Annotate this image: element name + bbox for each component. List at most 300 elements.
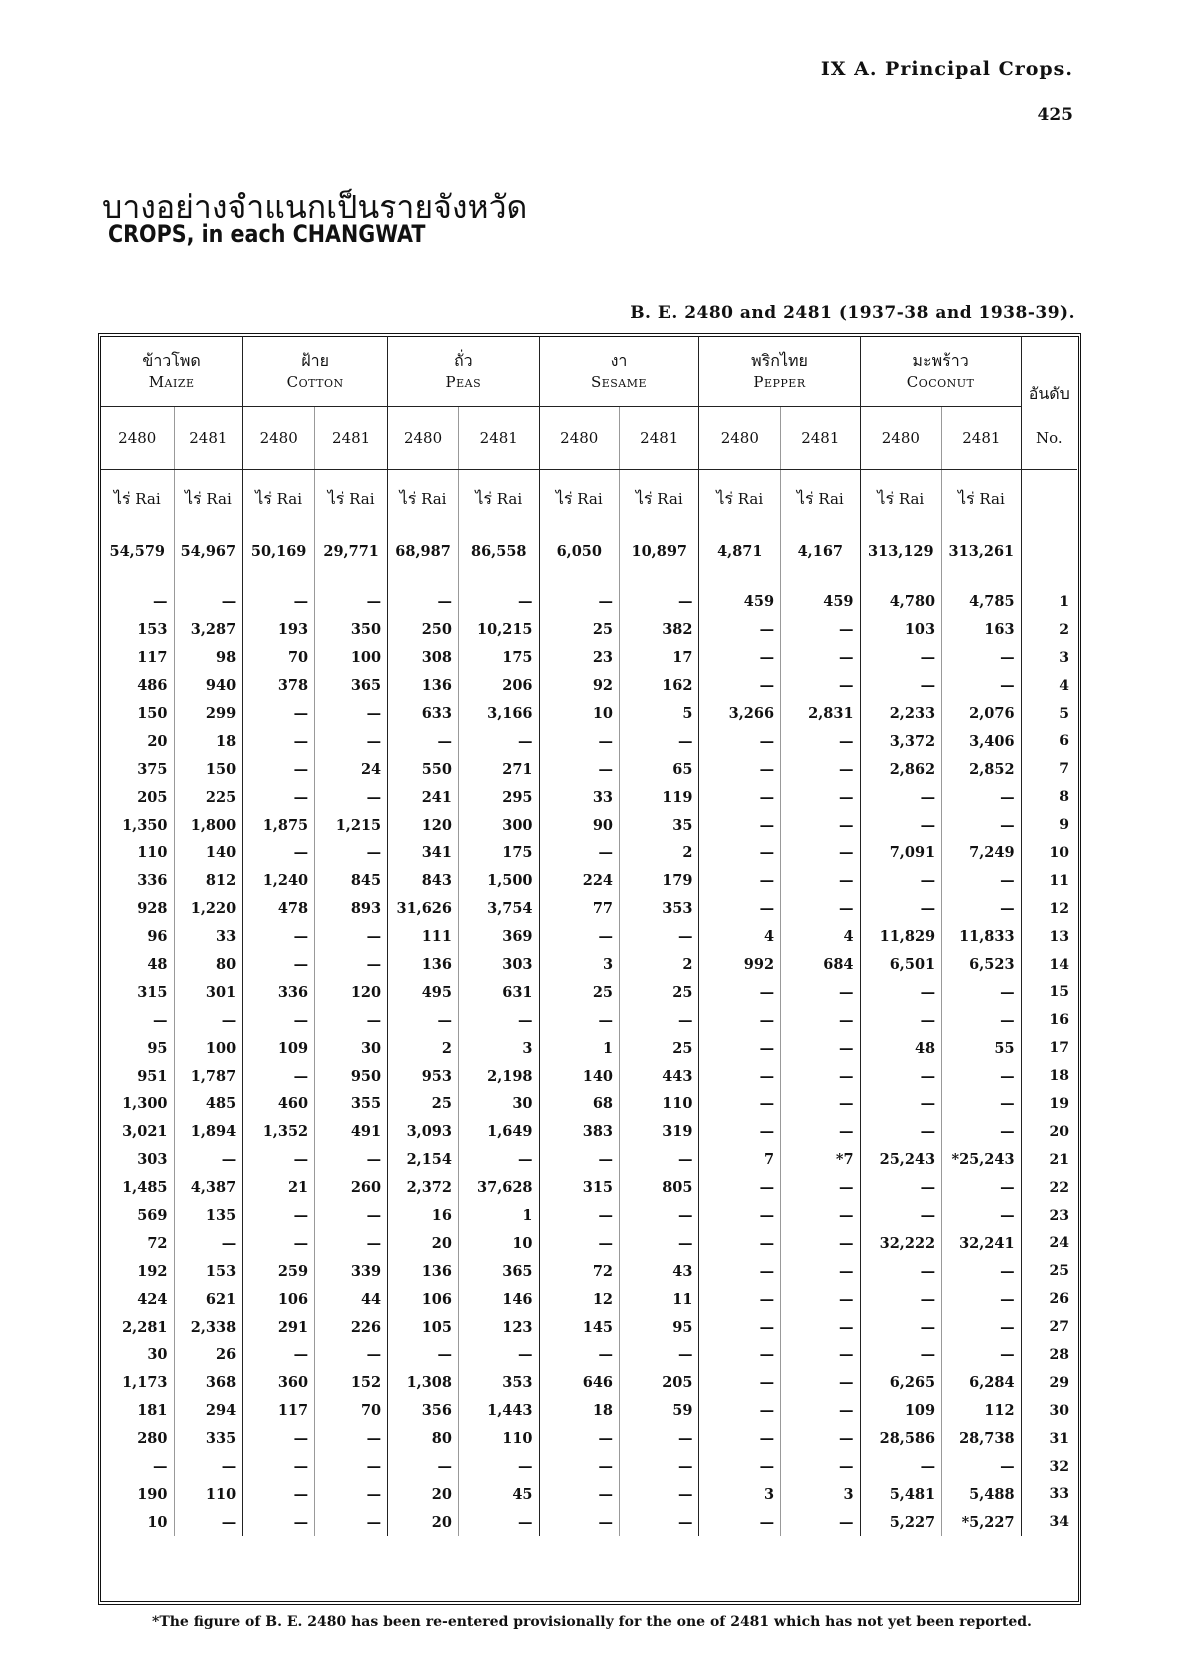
table-cell: 98 (174, 644, 243, 672)
table-row (101, 1034, 1077, 1062)
table-cell: 4,780 (860, 588, 942, 616)
crop-thai-name: ฝ้าย (301, 351, 330, 371)
table-cell: 106 (243, 1285, 315, 1313)
table-row (101, 588, 1077, 616)
unit-label: Rai (421, 489, 447, 508)
table-cell: 48 (860, 1034, 942, 1062)
table-cell: 55 (942, 1034, 1021, 1062)
number-header: No. (1021, 407, 1077, 470)
table-cell: — (781, 839, 860, 867)
table-cell: — (781, 1341, 860, 1369)
crop-header-coconut (860, 336, 1021, 407)
table-cell: 295 (458, 783, 539, 811)
table-cell: 5 (620, 700, 699, 728)
table-cell: 106 (388, 1285, 459, 1313)
table-cell: 146 (458, 1285, 539, 1313)
table-cell: — (315, 1006, 388, 1034)
table-cell: — (860, 1285, 942, 1313)
year-header: 2481 (620, 407, 699, 470)
table-cell: — (699, 811, 781, 839)
crop-thai-name: มะพร้าว (912, 351, 969, 371)
row-number: 28 (1021, 1341, 1077, 1369)
table-cell: — (699, 1257, 781, 1285)
total-cell: 313,261 (942, 528, 1021, 574)
table-cell: — (620, 588, 699, 616)
table-cell: — (243, 923, 315, 951)
table-row (101, 923, 1077, 951)
row-number: 22 (1021, 1174, 1077, 1202)
table-cell: 1,800 (174, 811, 243, 839)
table-cell: — (781, 1508, 860, 1536)
table-cell: — (860, 1006, 942, 1034)
row-number: 11 (1021, 867, 1077, 895)
table-cell: — (620, 1481, 699, 1509)
table-cell: 951 (137, 1067, 168, 1085)
table-cell: 16 (388, 1202, 459, 1230)
table-cell: 315 (137, 983, 168, 1001)
unit-label: Rai (577, 489, 603, 508)
total-cell: 68,987 (388, 528, 459, 574)
table-cell: — (781, 1090, 860, 1118)
table-cell: 152 (315, 1369, 388, 1397)
table-cell: 3 (539, 951, 620, 979)
table-cell: 119 (620, 783, 699, 811)
table-cell: 940 (174, 672, 243, 700)
table-cell: — (153, 1011, 168, 1029)
table-cell: — (315, 1481, 388, 1509)
table-cell: 250 (388, 616, 459, 644)
row-number: 30 (1021, 1397, 1077, 1425)
page-number: 425 (1037, 105, 1073, 125)
table-cell: 226 (315, 1313, 388, 1341)
table-cell: 136 (388, 1257, 459, 1285)
table-cell: — (539, 1229, 620, 1257)
table-cell: 205 (137, 788, 168, 806)
table-cell: 300 (458, 811, 539, 839)
table-cell: *7 (781, 1146, 860, 1174)
table-cell: 224 (539, 867, 620, 895)
table-cell: 206 (458, 672, 539, 700)
table-cell: 120 (315, 978, 388, 1006)
table-cell: — (699, 1313, 781, 1341)
table-cell: 621 (174, 1285, 243, 1313)
table-cell: 110 (620, 1090, 699, 1118)
crop-english-name: Coconut (906, 372, 975, 391)
table-cell: 3,287 (174, 616, 243, 644)
table-cell: — (942, 1090, 1021, 1118)
table-cell: *25,243 (942, 1146, 1021, 1174)
row-number: 3 (1021, 644, 1077, 672)
table-cell: — (315, 1229, 388, 1257)
table-row (101, 644, 1077, 672)
table-cell: — (942, 1202, 1021, 1230)
table-cell: 162 (620, 672, 699, 700)
table-cell: 2,198 (458, 1062, 539, 1090)
year-header: 2480 (243, 407, 315, 470)
row-number: 23 (1021, 1202, 1077, 1230)
table-cell: — (539, 727, 620, 755)
table-cell: 95 (147, 1039, 168, 1057)
table-row (101, 839, 1077, 867)
total-cell: 54,967 (174, 528, 243, 574)
table-cell: 123 (458, 1313, 539, 1341)
table-cell: — (243, 1508, 315, 1536)
table-cell: — (620, 1229, 699, 1257)
crops-table (101, 336, 1077, 1536)
number-header-thai: อันดับ (1021, 336, 1077, 407)
crop-thai-name: งา (610, 351, 628, 371)
table-cell: 953 (388, 1062, 459, 1090)
table-cell: 25 (539, 616, 620, 644)
table-cell: 1,787 (174, 1062, 243, 1090)
table-cell: — (699, 895, 781, 923)
table-cell: 356 (388, 1397, 459, 1425)
table-cell: — (388, 588, 459, 616)
table-cell: 485 (174, 1090, 243, 1118)
table-cell: 3 (458, 1034, 539, 1062)
table-cell: 353 (458, 1369, 539, 1397)
table-cell: 20 (388, 1481, 459, 1509)
unit-thai: ไร่ (255, 488, 272, 508)
table-cell: 1,240 (243, 867, 315, 895)
table-row (101, 1285, 1077, 1313)
row-number: 16 (1021, 1006, 1077, 1034)
table-cell: — (315, 588, 388, 616)
table-cell: 25,243 (860, 1146, 942, 1174)
table-cell: 319 (620, 1118, 699, 1146)
table-cell: 2 (620, 951, 699, 979)
spacer-cell (458, 574, 539, 588)
table-cell: 341 (388, 839, 459, 867)
table-cell: 10,215 (458, 616, 539, 644)
table-cell: 11,829 (860, 923, 942, 951)
total-cell: 29,771 (315, 528, 388, 574)
table-cell: — (315, 1202, 388, 1230)
table-cell: — (315, 700, 388, 728)
table-cell: — (942, 1118, 1021, 1146)
table-cell: 140 (539, 1062, 620, 1090)
unit-label: Rai (657, 489, 683, 508)
table-cell: — (243, 839, 315, 867)
table-cell: 18 (539, 1397, 620, 1425)
table-cell: 6,523 (942, 951, 1021, 979)
table-cell: — (942, 672, 1021, 700)
table-cell: — (860, 1174, 942, 1202)
table-cell: — (781, 895, 860, 923)
table-cell: — (781, 644, 860, 672)
table-cell: — (539, 1508, 620, 1536)
unit-cell (620, 470, 699, 529)
spacer-cell (539, 574, 620, 588)
table-cell: 21 (243, 1174, 315, 1202)
table-cell: 315 (539, 1174, 620, 1202)
crop-thai-name: ข้าวโพด (142, 351, 201, 371)
table-cell: 950 (315, 1062, 388, 1090)
table-cell: — (699, 1369, 781, 1397)
unit-label: Rai (818, 489, 844, 508)
spacer-row (101, 574, 1077, 588)
table-cell: 59 (620, 1397, 699, 1425)
unit-cell (860, 470, 942, 529)
table-cell: 33 (539, 783, 620, 811)
table-cell: — (620, 1006, 699, 1034)
table-cell: — (781, 1229, 860, 1257)
table-cell: — (539, 839, 620, 867)
table-cell: — (860, 783, 942, 811)
table-cell: — (942, 1062, 1021, 1090)
table-cell: — (539, 755, 620, 783)
crop-thai-name: ถั่ว (453, 351, 473, 371)
total-cell: 10,897 (620, 528, 699, 574)
table-cell: — (781, 1202, 860, 1230)
table-cell: 1,500 (458, 867, 539, 895)
table-cell: — (699, 1034, 781, 1062)
spacer-cell (101, 574, 174, 588)
table-cell: — (699, 755, 781, 783)
table-cell: 153 (137, 621, 168, 639)
table-cell: 105 (388, 1313, 459, 1341)
table-row (101, 1062, 1077, 1090)
table-cell: 3,372 (860, 727, 942, 755)
table-cell: 150 (174, 755, 243, 783)
table-cell: — (781, 1285, 860, 1313)
table-cell: 3,266 (699, 700, 781, 728)
table-cell: 382 (620, 616, 699, 644)
row-number: 25 (1021, 1257, 1077, 1285)
table-cell: — (388, 727, 459, 755)
table-cell: — (315, 1341, 388, 1369)
table-cell: 478 (243, 895, 315, 923)
unit-cell (315, 470, 388, 529)
table-row (101, 1508, 1077, 1536)
unit-thai: ไร่ (327, 488, 345, 508)
table-cell: 103 (860, 616, 942, 644)
table-cell: 205 (620, 1369, 699, 1397)
table-cell: — (699, 616, 781, 644)
table-cell: — (699, 839, 781, 867)
table-cell: — (942, 1285, 1021, 1313)
table-row (101, 1006, 1077, 1034)
row-number: 10 (1021, 839, 1077, 867)
table-row (101, 1425, 1077, 1453)
table-cell: 225 (174, 783, 243, 811)
table-cell: 1 (539, 1034, 620, 1062)
table-cell: 68 (539, 1090, 620, 1118)
table-cell: 3 (781, 1481, 860, 1509)
unit-thai: ไร่ (796, 488, 814, 508)
table-row (101, 895, 1077, 923)
table-cell: 100 (174, 1034, 243, 1062)
year-header: 2481 (781, 407, 860, 470)
table-cell: 181 (137, 1402, 168, 1420)
table-cell: 112 (942, 1397, 1021, 1425)
table-cell: — (539, 588, 620, 616)
table-cell: — (174, 588, 243, 616)
table-cell: — (699, 1453, 781, 1481)
table-cell: 25 (388, 1090, 459, 1118)
table-cell: — (620, 727, 699, 755)
table-cell: 163 (942, 616, 1021, 644)
table-cell: 20 (388, 1508, 459, 1536)
table-cell: — (942, 978, 1021, 1006)
table-cell: — (860, 1313, 942, 1341)
spacer-cell (388, 574, 459, 588)
table-cell: — (174, 1508, 243, 1536)
table-cell: 70 (315, 1397, 388, 1425)
table-cell: 175 (458, 839, 539, 867)
table-cell: 2,076 (942, 700, 1021, 728)
year-header: 2481 (458, 407, 539, 470)
table-cell: 192 (137, 1262, 168, 1280)
table-cell: 684 (781, 951, 860, 979)
table-row (101, 700, 1077, 728)
table-cell: 90 (539, 811, 620, 839)
table-cell: 303 (137, 1151, 168, 1169)
table-cell: 2,233 (860, 700, 942, 728)
table-cell: 4,387 (174, 1174, 243, 1202)
table-cell: 80 (388, 1425, 459, 1453)
row-number: 1 (1021, 588, 1077, 616)
year-header: 2480 (699, 407, 781, 470)
table-cell: — (699, 1341, 781, 1369)
table-cell: 109 (243, 1034, 315, 1062)
table-cell: — (620, 923, 699, 951)
unit-label: Rai (349, 489, 375, 508)
table-cell: 25 (620, 1034, 699, 1062)
table-cell: 4,785 (942, 588, 1021, 616)
table-cell: — (860, 867, 942, 895)
table-cell: — (243, 1341, 315, 1369)
table-cell: — (315, 783, 388, 811)
table-cell: — (942, 811, 1021, 839)
table-cell: 1,485 (122, 1179, 168, 1197)
table-cell: 80 (174, 951, 243, 979)
table-row (101, 1369, 1077, 1397)
table-row (101, 727, 1077, 755)
total-cell: 50,169 (243, 528, 315, 574)
total-cell: 4,167 (781, 528, 860, 574)
table-cell: — (942, 1453, 1021, 1481)
year-header: 2481 (174, 407, 243, 470)
table-cell: 1,220 (174, 895, 243, 923)
row-number: 24 (1021, 1229, 1077, 1257)
table-cell: 424 (137, 1290, 168, 1308)
table-cell: — (315, 1146, 388, 1174)
row-number: 17 (1021, 1034, 1077, 1062)
table-cell: — (539, 1006, 620, 1034)
table-cell: — (620, 1202, 699, 1230)
table-cell: 145 (539, 1313, 620, 1341)
table-cell: 7 (699, 1146, 781, 1174)
table-cell: 350 (315, 616, 388, 644)
table-cell: 1,215 (315, 811, 388, 839)
table-cell: — (942, 1006, 1021, 1034)
unit-label: Rai (276, 489, 303, 508)
table-cell: 633 (388, 700, 459, 728)
table-cell: — (174, 1453, 243, 1481)
table-cell: 2,372 (388, 1174, 459, 1202)
table-cell: — (243, 1425, 315, 1453)
table-cell: — (781, 672, 860, 700)
table-cell: 11 (620, 1285, 699, 1313)
spacer-cell (860, 574, 942, 588)
unit-thai: ไร่ (957, 488, 975, 508)
table-cell: — (942, 1341, 1021, 1369)
table-cell: 3,166 (458, 700, 539, 728)
table-cell: — (315, 951, 388, 979)
table-cell: — (699, 672, 781, 700)
table-cell: 30 (315, 1034, 388, 1062)
table-cell: — (539, 1146, 620, 1174)
table-cell: 100 (315, 644, 388, 672)
table-cell: 10 (458, 1229, 539, 1257)
crop-header-pepper (699, 336, 860, 407)
unit-label: Rai (737, 489, 764, 508)
table-cell: 26 (174, 1341, 243, 1369)
table-cell: 335 (174, 1425, 243, 1453)
table-cell: 2 (388, 1034, 459, 1062)
table-cell: 308 (388, 644, 459, 672)
table-cell: 3,754 (458, 895, 539, 923)
unit-cell (539, 470, 620, 529)
table-cell: — (781, 1174, 860, 1202)
unit-label: Rai (206, 489, 232, 508)
spacer-cell (315, 574, 388, 588)
table-cell: — (539, 1481, 620, 1509)
table-cell: 5,488 (942, 1481, 1021, 1509)
table-cell: — (243, 1062, 315, 1090)
title-english: CROPS, in each CHANGWAT (108, 220, 426, 248)
table-cell: 805 (620, 1174, 699, 1202)
table-cell: 136 (388, 672, 459, 700)
table-cell: — (315, 839, 388, 867)
table-cell: — (243, 755, 315, 783)
unit-label: Rai (135, 489, 161, 508)
table-cell: — (458, 727, 539, 755)
row-number: 8 (1021, 783, 1077, 811)
table-cell: 25 (539, 978, 620, 1006)
table-cell: — (315, 1453, 388, 1481)
table-cell: 1,308 (388, 1369, 459, 1397)
unit-thai: ไร่ (113, 488, 131, 508)
spacer-cell (174, 574, 243, 588)
table-cell: 153 (174, 1257, 243, 1285)
table-cell: — (781, 783, 860, 811)
unit-cell (699, 470, 781, 529)
total-cell: 313,129 (860, 528, 942, 574)
table-row (101, 1090, 1077, 1118)
row-number: 21 (1021, 1146, 1077, 1174)
table-cell: — (781, 1006, 860, 1034)
table-cell: 25 (620, 978, 699, 1006)
unit-thai: ไร่ (399, 488, 417, 508)
unit-cell-empty (1021, 470, 1077, 529)
table-cell: — (942, 783, 1021, 811)
table-cell: 95 (620, 1313, 699, 1341)
spacer-cell (699, 574, 781, 588)
table-cell: — (174, 1146, 243, 1174)
crop-english-name: Cotton (286, 372, 344, 391)
table-cell: — (539, 1202, 620, 1230)
table-cell: 35 (620, 811, 699, 839)
table-cell: — (620, 1425, 699, 1453)
table-cell: — (174, 1229, 243, 1257)
table-cell: — (781, 616, 860, 644)
table-cell: 65 (620, 755, 699, 783)
row-number: 20 (1021, 1118, 1077, 1146)
table-cell: — (243, 700, 315, 728)
table-cell: — (860, 811, 942, 839)
